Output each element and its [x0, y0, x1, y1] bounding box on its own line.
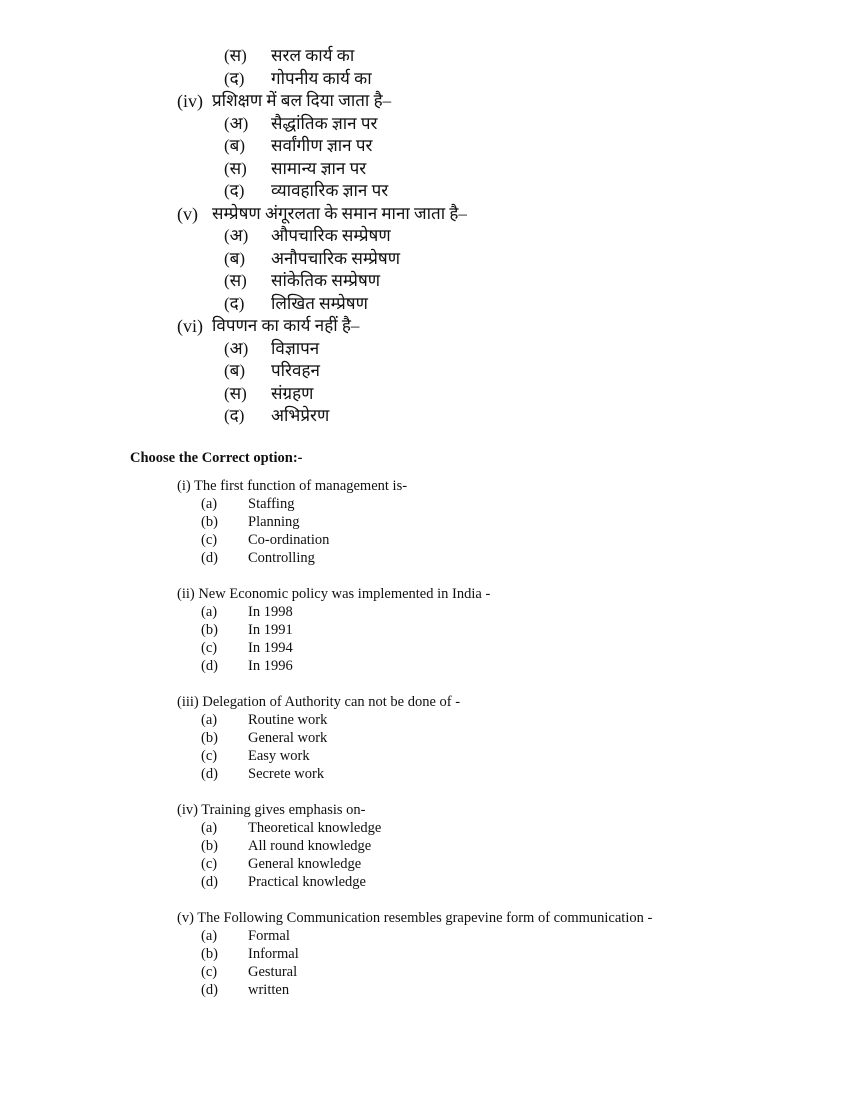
question-block [0, 477, 850, 567]
option-label: (स) [224, 271, 247, 290]
question-number: (vi) [177, 316, 203, 336]
option-line [0, 945, 850, 963]
option-line [0, 621, 850, 639]
option-line [0, 711, 850, 729]
option-line [0, 639, 850, 657]
question-text: विपणन का कार्य नहीं है– [212, 316, 360, 335]
option-line [0, 135, 850, 158]
option-text: परिवहन [271, 361, 320, 380]
option-text: Co-ordination [248, 532, 330, 548]
option-label: (d) [201, 658, 218, 674]
option-label: (द) [224, 406, 245, 425]
option-text: Secrete work [248, 766, 325, 782]
question-block [0, 909, 850, 999]
option-text: Routine work [248, 712, 328, 728]
option-line [0, 225, 850, 248]
option-text: Practical knowledge [248, 874, 366, 890]
option-text: Theoretical knowledge [248, 820, 382, 836]
option-line [0, 963, 850, 981]
option-line [0, 927, 850, 945]
option-line [0, 180, 850, 203]
option-text: सरल कार्य का [271, 46, 355, 65]
option-text: Controlling [248, 550, 315, 566]
option-text: संग्रहण [271, 383, 314, 403]
option-line [0, 837, 850, 855]
option-text: अनौपचारिक सम्प्रेषण [271, 248, 401, 268]
question-line [0, 90, 850, 113]
section-heading: Choose the Correct option:- [130, 450, 303, 466]
option-line [0, 248, 850, 271]
english-section [0, 477, 850, 1017]
option-line [0, 729, 850, 747]
option-line [0, 45, 850, 68]
option-line [0, 981, 850, 999]
question-block [0, 693, 850, 783]
option-line [0, 549, 850, 567]
question-line [0, 801, 850, 819]
option-text: Gestural [248, 964, 298, 980]
option-text: General knowledge [248, 856, 362, 872]
option-label: (b) [201, 514, 218, 530]
option-label: (c) [201, 856, 218, 872]
option-text: In 1996 [248, 658, 293, 674]
option-label: (ब) [224, 361, 246, 380]
option-label: (ब) [224, 136, 246, 155]
option-line [0, 513, 850, 531]
option-text: In 1994 [248, 640, 293, 656]
option-text: सामान्य ज्ञान पर [271, 158, 367, 178]
hindi-section [0, 45, 850, 428]
option-line [0, 270, 850, 293]
option-label: (b) [201, 838, 218, 854]
option-label: (d) [201, 766, 218, 782]
option-line [0, 819, 850, 837]
option-text: Easy work [248, 748, 310, 764]
question-line [0, 909, 850, 927]
option-label: (द) [224, 181, 245, 200]
option-text: औपचारिक सम्प्रेषण [271, 226, 391, 245]
option-label: (a) [201, 820, 218, 836]
option-line [0, 603, 850, 621]
option-line [0, 531, 850, 549]
option-label: (अ) [224, 226, 249, 245]
option-text: In 1991 [248, 622, 293, 638]
question-text: (ii) New Economic policy was implemented in India - [177, 586, 491, 602]
option-text: All round knowledge [248, 838, 372, 854]
option-label: (स) [224, 383, 247, 403]
option-label: (द) [224, 68, 245, 88]
question-line [0, 315, 850, 338]
option-label: (स) [224, 158, 247, 178]
option-line [0, 338, 850, 361]
option-text: सांकेतिक सम्प्रेषण [271, 271, 381, 290]
option-text: Informal [248, 946, 299, 962]
option-text: अभिप्रेरण [271, 406, 330, 425]
option-label: (d) [201, 874, 218, 890]
option-label: (स) [224, 46, 247, 65]
option-label: (b) [201, 946, 218, 962]
question-text: (v) The Following Communication resembles grapevine form of communication - [177, 910, 653, 926]
option-label: (a) [201, 496, 218, 512]
question-number: (iv) [177, 91, 203, 111]
option-label: (d) [201, 982, 218, 998]
question-number: (v) [177, 203, 198, 224]
option-text: विज्ञापन [271, 338, 320, 358]
option-label: (d) [201, 550, 218, 566]
option-line [0, 747, 850, 765]
option-line [0, 855, 850, 873]
option-text: written [248, 982, 290, 998]
option-line [0, 158, 850, 181]
option-line [0, 383, 850, 406]
option-label: (ब) [224, 248, 246, 268]
option-text: लिखित सम्प्रेषण [271, 293, 368, 313]
question-block [0, 801, 850, 891]
question-line [0, 693, 850, 711]
option-line [0, 495, 850, 513]
option-text: Formal [248, 928, 290, 944]
question-line [0, 585, 850, 603]
option-text: गोपनीय कार्य का [271, 68, 372, 88]
option-line [0, 657, 850, 675]
question-text: प्रशिक्षण में बल दिया जाता है– [212, 91, 392, 110]
option-text: Planning [248, 514, 300, 530]
option-line [0, 360, 850, 383]
option-label: (c) [201, 748, 218, 764]
option-line [0, 405, 850, 428]
question-line [0, 477, 850, 495]
option-line [0, 293, 850, 316]
option-line [0, 68, 850, 91]
question-line [0, 203, 850, 226]
option-text: सैद्धांतिक ज्ञान पर [271, 113, 378, 133]
option-label: (अ) [224, 338, 249, 358]
option-label: (b) [201, 622, 218, 638]
option-text: सर्वांगीण ज्ञान पर [271, 136, 373, 155]
option-text: General work [248, 730, 328, 746]
option-label: (a) [201, 604, 218, 620]
option-label: (c) [201, 964, 218, 980]
question-text: (i) The first function of management is- [177, 478, 408, 494]
option-label: (द) [224, 293, 245, 313]
option-label: (c) [201, 640, 218, 656]
question-text: सम्प्रेषण अंगूरलता के समान माना जाता है– [212, 203, 467, 223]
option-line [0, 873, 850, 891]
option-line [0, 113, 850, 136]
option-label: (b) [201, 730, 218, 746]
option-label: (a) [201, 712, 218, 728]
question-block [0, 585, 850, 675]
option-label: (अ) [224, 113, 249, 133]
question-text: (iii) Delegation of Authority can not be done of - [177, 694, 461, 710]
option-line [0, 765, 850, 783]
question-text: (iv) Training gives emphasis on- [177, 802, 366, 818]
option-label: (c) [201, 532, 218, 548]
option-label: (a) [201, 928, 218, 944]
option-text: व्यावहारिक ज्ञान पर [271, 181, 389, 200]
option-text: In 1998 [248, 604, 293, 620]
option-text: Staffing [248, 496, 295, 512]
